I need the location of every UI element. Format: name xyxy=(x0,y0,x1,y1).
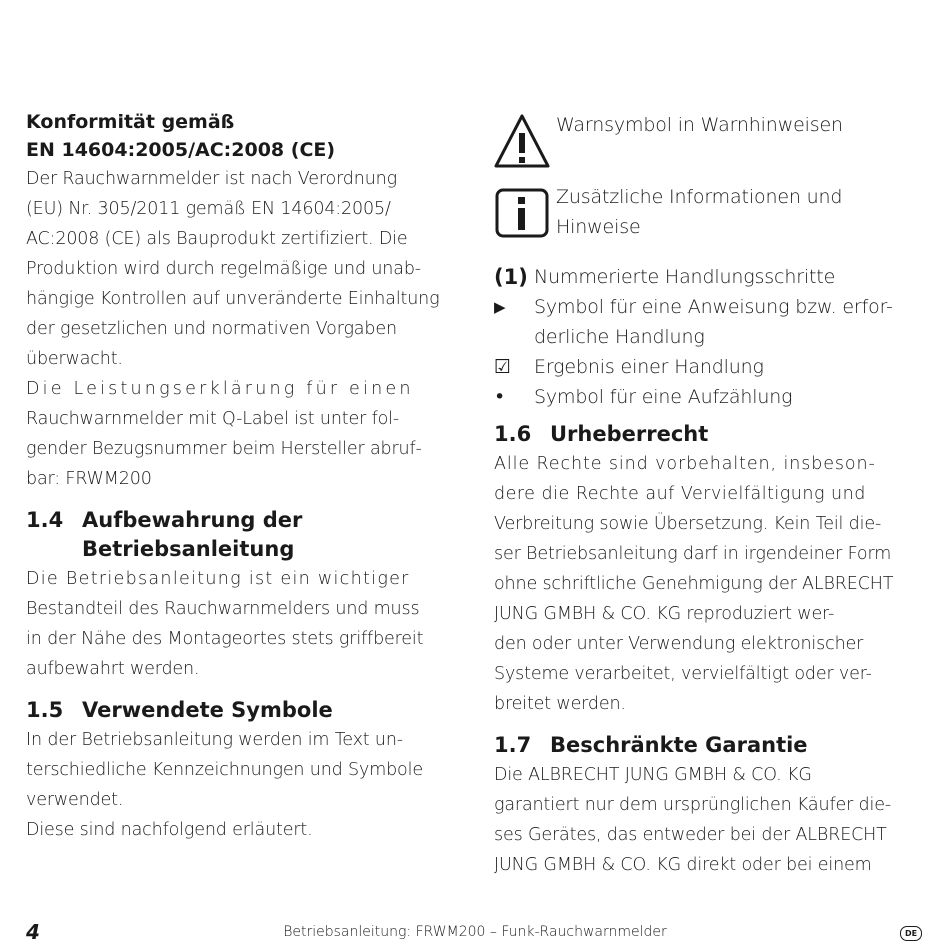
text-line: ser Betriebsanleitung darf in irgendeiner Form xyxy=(494,544,892,564)
section-number: 1.6 xyxy=(494,422,532,446)
list-item xyxy=(494,352,924,382)
text-line: Zusätzliche Informationen und xyxy=(556,186,843,208)
info-symbol-row xyxy=(494,182,924,244)
text-line: den oder unter Verwendung elektronischer xyxy=(494,634,864,654)
section-heading-1-4-cont xyxy=(26,535,456,564)
section-heading-1-7 xyxy=(494,731,924,760)
section-title: Beschränkte Garantie xyxy=(550,733,808,757)
text-line: Alle Rechte sind vorbehalten, insbeson- xyxy=(494,454,876,474)
text-line: der gesetzlichen und normativen Vorgaben xyxy=(26,319,397,339)
heading-line: Konformität gemäß xyxy=(26,111,235,133)
text-line: Symbol für eine Aufzählung xyxy=(534,386,793,408)
text-line: JUNG GMBH & CO. KG reproduziert wer- xyxy=(494,604,835,624)
text-line: JUNG GMBH & CO. KG direkt oder bei einem xyxy=(494,855,872,875)
text-line: ses Gerätes, das entweder bei der ALBRECHT xyxy=(494,825,887,845)
page-number: 4 xyxy=(26,920,40,944)
warning-triangle-icon xyxy=(494,110,556,172)
list-item xyxy=(494,382,924,412)
right-column xyxy=(494,110,924,880)
text-line: (EU) Nr. 305/2011 gemäß EN 14604:2005/ xyxy=(26,199,391,219)
text-line: Verbreitung sowie Übersetzung. Kein Teil die- xyxy=(494,514,882,534)
text-line: verwendet. xyxy=(26,790,124,810)
text-line: Ergebnis einer Handlung xyxy=(534,356,764,378)
text-line: garantiert nur dem ursprünglichen Käufer die- xyxy=(494,795,891,815)
text-line: Die ALBRECHT JUNG GMBH & CO. KG xyxy=(494,765,812,785)
text-line: dere die Rechte auf Vervielfältigung und xyxy=(494,484,866,504)
section-title: Urheberrecht xyxy=(550,422,709,446)
list-item xyxy=(494,292,924,352)
storage-paragraph xyxy=(26,564,456,684)
text-line: Produktion wird durch regelmäßige und unab- xyxy=(26,259,421,279)
text-line: Warnsymbol in Warnhinweisen xyxy=(556,114,843,136)
warning-symbol-row xyxy=(494,110,924,172)
footer-title: Betriebsanleitung: FRWM200 – Funk-Rauchwarnmelder xyxy=(283,924,667,940)
text-line: Die Leistungserklärung für einen xyxy=(26,379,414,399)
text-line: In der Betriebsanleitung werden im Text un- xyxy=(26,730,403,750)
section-title: Betriebsanleitung xyxy=(82,537,295,561)
page-footer xyxy=(26,920,924,948)
warning-symbol-text xyxy=(556,110,843,140)
text-line: AC:2008 (CE) als Bauprodukt zertifiziert. Die xyxy=(26,229,408,249)
language-badge-icon: DE xyxy=(900,926,922,941)
text-line: hängige Kontrollen auf unveränderte Einhaltung xyxy=(26,289,440,309)
text-line: Der Rauchwarnmelder ist nach Verordnung xyxy=(26,169,397,189)
list-item xyxy=(494,262,924,292)
text-line: bar: FRWM200 xyxy=(26,469,152,489)
text-line: Nummerierte Handlungsschritte xyxy=(534,266,836,288)
checkbox-checked-icon: ☑ xyxy=(494,356,512,378)
heading-line: EN 14604:2005/AC:2008 (CE) xyxy=(26,139,336,161)
section-number: 1.7 xyxy=(494,733,532,757)
section-title: Aufbewahrung der xyxy=(82,508,303,532)
left-column xyxy=(26,108,456,845)
text-line: in der Nähe des Montageortes stets griffbereit xyxy=(26,629,424,649)
text-line: aufbewahrt werden. xyxy=(26,659,200,679)
info-icon xyxy=(494,182,556,244)
section-heading-1-5 xyxy=(26,696,456,725)
text-line: gender Bezugsnummer beim Hersteller abruf- xyxy=(26,439,422,459)
text-line: Diese sind nachfolgend erläutert. xyxy=(26,820,313,840)
section-number: 1.4 xyxy=(26,508,64,532)
declaration-paragraph xyxy=(26,374,456,494)
text-line: Systeme verarbeitet, vervielfältigt oder ver- xyxy=(494,664,872,684)
bullet-icon: • xyxy=(494,386,506,408)
text-line: terschiedliche Kennzeichnungen und Symbole xyxy=(26,760,423,780)
play-arrow-icon: ▶ xyxy=(494,298,506,316)
text-line: derliche Handlung xyxy=(534,326,705,348)
text-line: Hinweise xyxy=(556,216,641,238)
text-line: breitet werden. xyxy=(494,694,626,714)
info-symbol-text xyxy=(556,182,842,242)
text-line: ohne schriftliche Genehmigung der ALBRECHT xyxy=(494,574,894,594)
symbols-paragraph xyxy=(26,725,456,845)
section-heading-1-6 xyxy=(494,420,924,449)
text-line: Bestandteil des Rauchwarnmelders und muss xyxy=(26,599,420,619)
section-heading-1-4 xyxy=(26,506,456,535)
text-line: Rauchwarnmelder mit Q-Label ist unter fol- xyxy=(26,409,400,429)
conformity-paragraph xyxy=(26,164,456,374)
warranty-paragraph xyxy=(494,760,924,880)
text-line: Symbol für eine Anweisung bzw. erfor- xyxy=(534,296,893,318)
text-line: überwacht. xyxy=(26,349,123,369)
copyright-paragraph xyxy=(494,449,924,719)
section-title: Verwendete Symbole xyxy=(82,698,333,722)
section-number: 1.5 xyxy=(26,698,64,722)
text-line: Die Betriebsanleitung ist ein wichtiger xyxy=(26,569,410,589)
step-number-icon: (1) xyxy=(494,265,528,289)
conformity-heading xyxy=(26,108,456,164)
